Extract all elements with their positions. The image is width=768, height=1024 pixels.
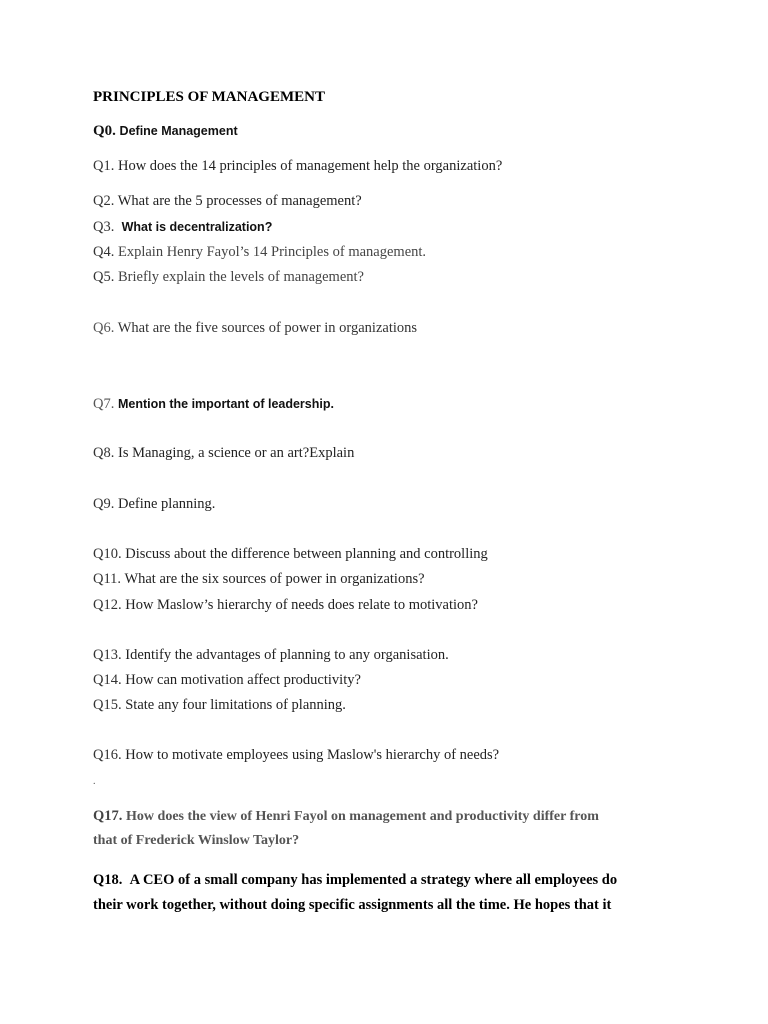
question-number: Q0. [93, 123, 116, 139]
question-number: Q17. [93, 808, 123, 824]
question-text: Define Management [119, 124, 238, 138]
question-number: Q7. [93, 396, 115, 412]
question-text: Is Managing, a science or an art?Explain [117, 445, 355, 461]
question-number: Q5. [93, 269, 115, 285]
question-q16 [93, 746, 499, 764]
question-text: What are the 5 processes of management? [117, 193, 362, 209]
question-number: Q15. [93, 697, 122, 713]
question-number: Q18. [93, 872, 123, 888]
question-number: Q9. [93, 496, 115, 512]
question-text: What is decentralization? [121, 220, 273, 234]
question-number: Q12. [93, 597, 122, 613]
question-q2 [93, 192, 362, 210]
question-text: How Maslow’s hierarchy of needs does relate to motivation? [125, 597, 478, 613]
question-number: Q1. [93, 158, 115, 174]
question-q1 [93, 157, 502, 175]
question-number: Q6. [93, 320, 115, 336]
question-q18-continuation: their work together, without doing specific assignments all the time. He hopes that it [93, 897, 612, 913]
question-q5 [93, 268, 364, 286]
question-q18 [93, 871, 617, 889]
question-number: Q10. [93, 546, 122, 562]
question-number: Q16. [93, 747, 122, 763]
question-q17-continuation: that of Frederick Winslow Taylor? [93, 833, 300, 848]
question-text: What are the six sources of power in organizations? [124, 571, 425, 587]
question-text: Identify the advantages of planning to any organisation. [125, 647, 449, 663]
page-title: PRINCIPLES OF MANAGEMENT [93, 89, 325, 105]
question-text: Explain Henry Fayol’s 14 Principles of management. [117, 244, 427, 260]
question-number: Q8. [93, 445, 115, 461]
question-text: How can motivation affect productivity? [125, 672, 361, 688]
question-number: Q11. [93, 571, 122, 587]
question-text: How does the view of Henri Fayol on management and productivity differ from [126, 809, 599, 824]
question-text: How does the 14 principles of management help the organization? [117, 158, 503, 174]
question-q4 [93, 243, 426, 261]
question-q14 [93, 671, 361, 689]
question-q6 [93, 319, 417, 337]
question-text: Discuss about the difference between planning and controlling [125, 546, 488, 562]
question-number: Q3. [93, 219, 115, 235]
question-q10 [93, 545, 488, 563]
question-text: What are the five sources of power in organizations [117, 320, 418, 336]
question-q11 [93, 570, 425, 588]
question-q8 [93, 444, 354, 462]
question-text: Briefly explain the levels of management? [117, 269, 364, 285]
question-q0 [93, 122, 238, 140]
question-text: State any four limitations of planning. [125, 697, 346, 713]
question-number: Q13. [93, 647, 122, 663]
question-q13 [93, 646, 449, 664]
question-q17 [93, 807, 599, 826]
question-q3 [93, 218, 272, 236]
question-text: How to motivate employees using Maslow's hierarchy of needs? [125, 747, 500, 763]
question-text: A CEO of a small company has implemented a strategy where all employees do [129, 872, 618, 888]
stray-dot: . [93, 776, 96, 787]
question-text: Define planning. [117, 496, 216, 512]
question-text: Mention the important of leadership. [117, 397, 334, 411]
question-number: Q4. [93, 244, 115, 260]
question-q15 [93, 696, 346, 714]
question-number: Q14. [93, 672, 122, 688]
question-q12 [93, 596, 478, 614]
question-q7 [93, 395, 334, 413]
question-number: Q2. [93, 193, 115, 209]
question-q9 [93, 495, 215, 513]
